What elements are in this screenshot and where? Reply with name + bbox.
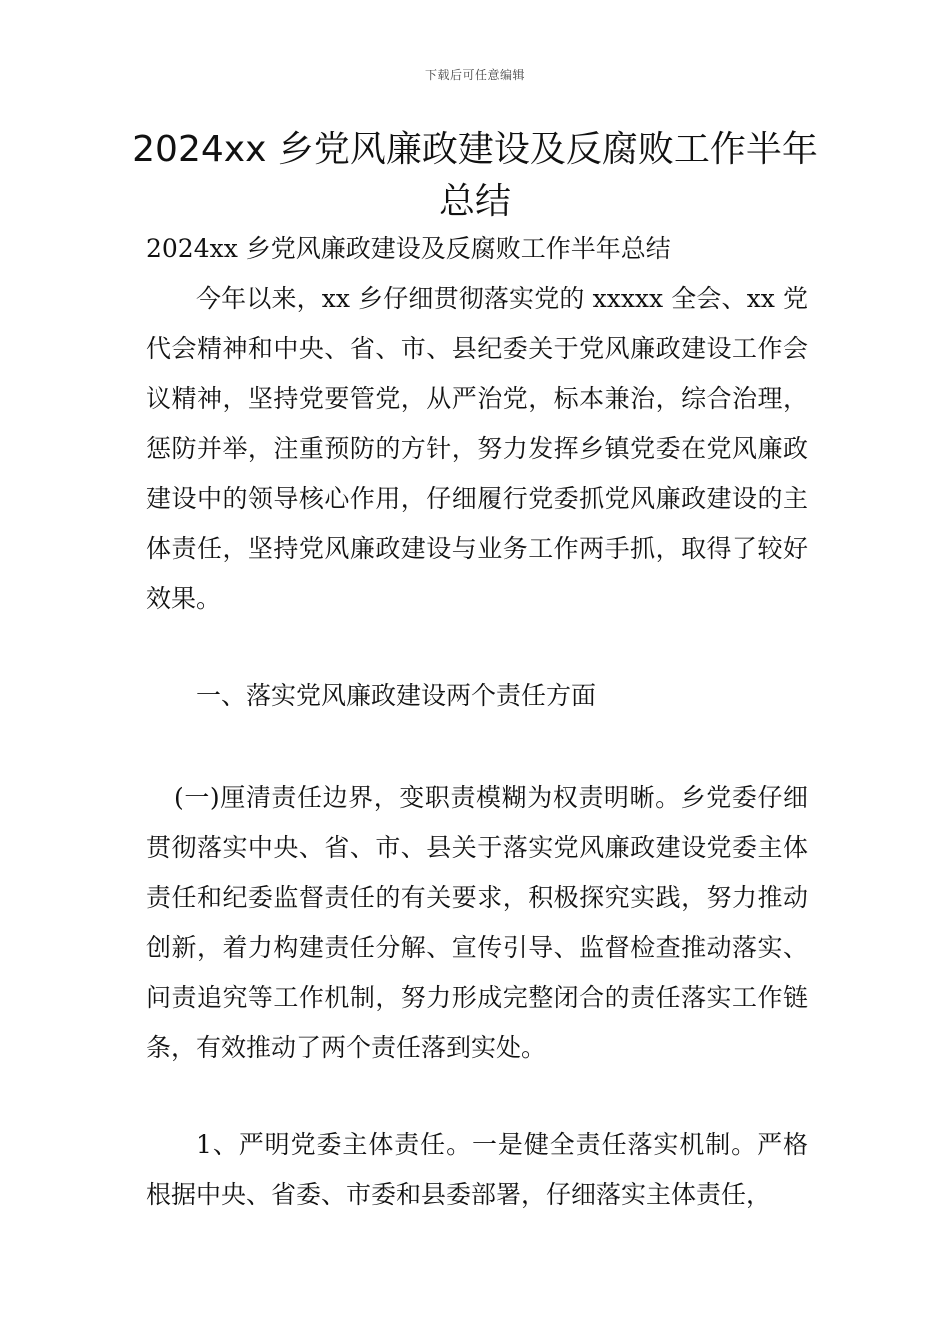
document-title: 2024xx 乡党风廉政建设及反腐败工作半年总结 bbox=[132, 129, 818, 222]
section-heading: 一、落实党风廉政建设两个责任方面 bbox=[196, 681, 597, 710]
paragraph-responsibility-boundaries: (一)厘清责任边界，变职责模糊为权责明晰。乡党委仔细贯彻落实中央、省、市、县关于落实党风廉政建设党委主体责任和纪委监督责任的有关要求，积极探究实践，努力推动创新，着力构建责任分解、宣传引导、监督检查推动落实、问责追究等工作机制，努力形成完整闭合的责任落实工作链条，有效推动了两个责任落到实处。 bbox=[146, 783, 808, 1062]
paragraph-intro: 今年以来，xx 乡仔细贯彻落实党的 xxxxx 全会、xx 党代会精神和中央、省、市、县纪委关于党风廉政建设工作会议精神，坚持党要管党，从严治党，标本兼治，综合治理，惩防并举，注重预防的方针，努力发挥乡镇党委在党风廉政建设中的领导核心作用，仔细履行党委抓党风廉政建设的主体责任，坚持党风廉政建设与业务工作两手抓，取得了较好效果。 bbox=[146, 284, 808, 613]
paragraph-party-committee-responsibility: 1、严明党委主体责任。一是健全责任落实机制。严格根据中央、省委、市委和县委部署，仔细落实主体责任， bbox=[146, 1130, 808, 1209]
header-note: 下载后可任意编辑 bbox=[424, 68, 525, 82]
document-subtitle: 2024xx 乡党风廉政建设及反腐败工作半年总结 bbox=[146, 234, 671, 263]
